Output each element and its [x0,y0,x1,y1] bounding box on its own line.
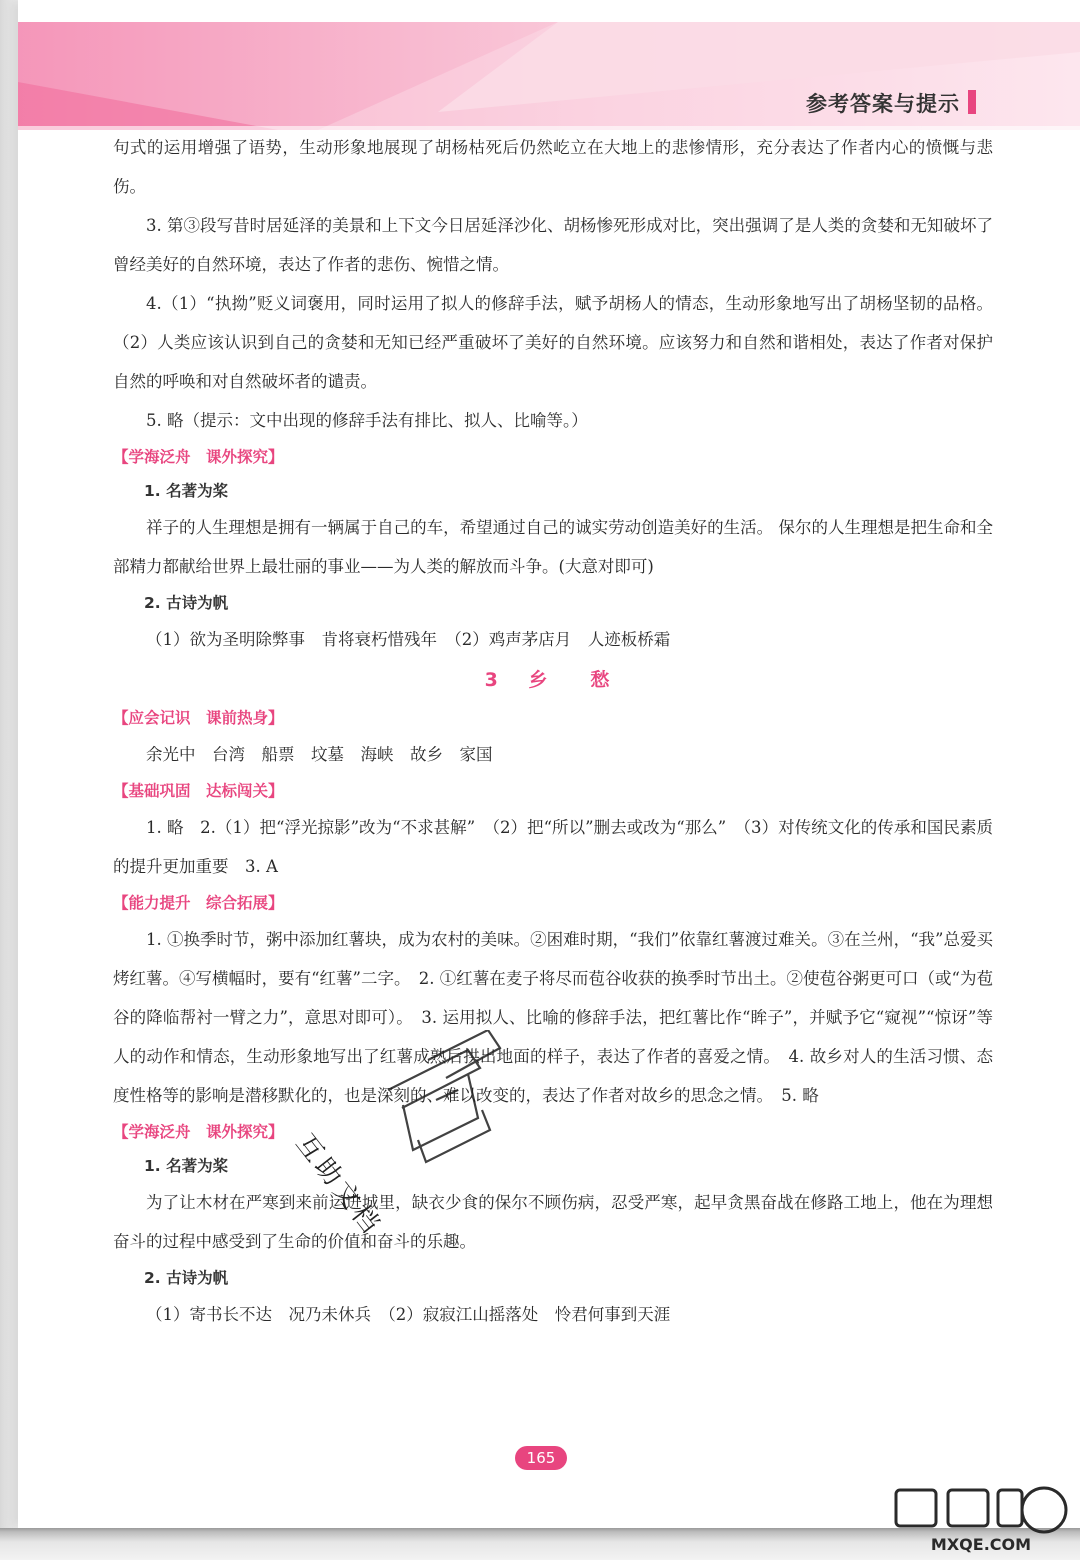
paragraph: 3. 第③段写昔时居延泽的美景和上下文今日居延泽沙化、胡杨惨死形成对比，突出强调了是人类的贪婪和无知破坏了曾经美好的自然环境，表达了作者的悲伤、惋惜之情。 [113,216,993,274]
site-logo-icon [886,1480,1076,1556]
subheading: 2. 古诗为帆 [144,594,229,612]
paragraph: 为了让木材在严寒到来前运进城里，缺衣少食的保尔不顾伤病，忍受严寒，起早贪黑奋战在修路工地上，他在为理想奋斗的过程中感受到了生命的价值和奋斗的乐趣。 [113,1193,993,1251]
paragraph: 1. 略 2.（1）把“浮光掠影”改为“不求甚解” （2）把“所以”删去或改为“那么” （3）对传统文化的传承和国民素质的提升更加重要 3. A [113,818,993,876]
paragraph: 祥子的人生理想是拥有一辆属于自己的车，希望通过自己的诚实劳动创造美好的生活。 保尔的人生理想是把生命和全部精力都献给世界上最壮丽的事业——为人类的解放而斗争。(大意对即可) [113,518,993,576]
section-tag: 【应会记识 课前热身】 [113,709,284,727]
subheading: 1. 名著为桨 [144,1157,229,1175]
header-accent-bar [968,90,976,114]
section-tag: 【学海泛舟 课外探究】 [113,1123,284,1141]
paragraph: （1）欲为圣明除弊事 肯将衰朽惜残年 （2）鸡声茅店月 人迹板桥霜 [146,630,671,649]
paragraph: 5. 略（提示：文中出现的修辞手法有排比、拟人、比喻等。） [146,411,588,430]
paragraph: （1）寄书长不达 况乃未休兵 （2）寂寂江山摇落处 怜君何事到天涯 [146,1305,671,1324]
page-number: 165 [515,1446,567,1470]
section-tag: 【学海泛舟 课外探究】 [113,448,284,466]
answer-content [113,128,993,1334]
subheading: 1. 名著为桨 [144,482,229,500]
paragraph: 1. ①换季时节，粥中添加红薯块，成为农村的美味。②困难时期，“我们”依靠红薯渡过难关。③在兰州，“我”总爱买烤红薯。④写横幅时，要有“红薯”二字。 2. ①红薯在麦子将尽而苞谷收获的换季时节出土。②使苞谷粥更可口（或“为苞谷的降临帮衬一臂之力”，意思对即可）。 3. 运用拟人、比喻的修辞手法，把红薯比作“眸子”，并赋予它“窥视”“惊讶”等人的动作和情态，生动形象地写出了红薯成熟后拱出地面的样子，表达了作者的喜爱之情。 4. 故乡对人的生活习惯、态度性格等的影响是潜移默化的，也是深刻的、难以改变的，表达了作者对故乡的思念之情。 5. 略 [113,930,993,1105]
paragraph: 4.（1）“执拗”贬义词褒用，同时运用了拟人的修辞手法，赋予胡杨人的情态，生动形象地写出了胡杨坚韧的品格。（2）人类应该认识到自己的贪婪和无知已经严重破坏了美好的自然环境。应该努力和自然和谐相处，表达了作者对保护自然的呼唤和对自然破坏者的谴责。 [113,294,993,391]
vocabulary-list: 余光中 台湾 船票 坟墓 海峡 故乡 家国 [146,745,493,764]
site-logo-text: MXQE.COM [930,1535,1032,1554]
header-title: 参考答案与提示 [806,92,960,116]
chapter-title: 3 乡 愁 [484,669,622,691]
page-left-edge [0,0,18,1528]
section-tag: 【能力提升 综合拓展】 [113,894,284,912]
section-tag: 【基础巩固 达标闯关】 [113,782,284,800]
subheading: 2. 古诗为帆 [144,1269,229,1287]
document-page [18,0,1080,1528]
watermark-text: 互助文档 [289,1128,388,1242]
paragraph: 句式的运用增强了语势，生动形象地展现了胡杨枯死后仍然屹立在大地上的悲惨情形，充分表达了作者内心的愤慨与悲伤。 [113,138,993,196]
